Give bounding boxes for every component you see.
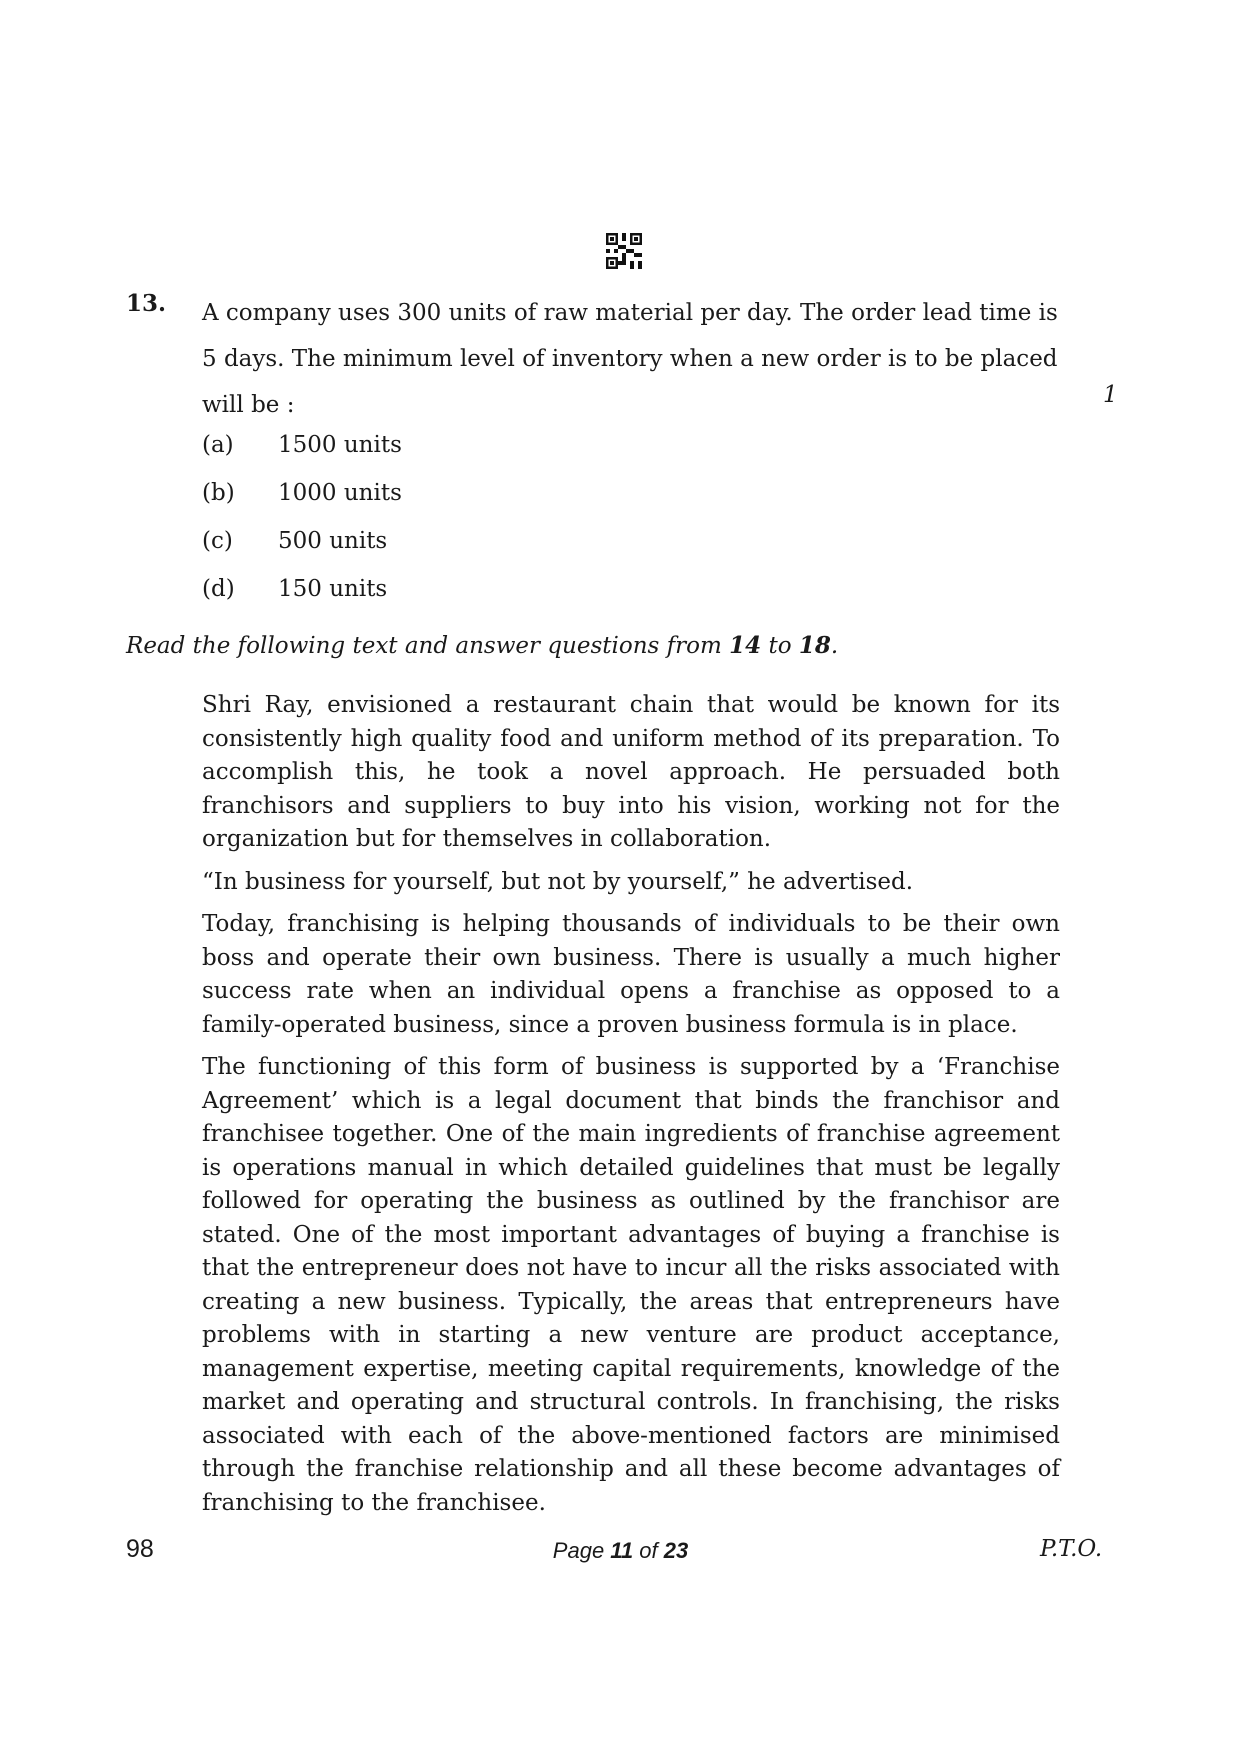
passage-paragraph: The functioning of this form of business is supported by a ‘Franchise Agreement’ which is a legal document that binds the franchisor and franchisee together. One of the main ingredients of franchise agreement is operations manual in which detailed guidelines that must be legally followed for operating the business as outlined by the franchisor are stated. One of the most important advantages of buying a franchise is that the entrepreneur does not have to incur all the risks associated with creating a new business. Typically, the areas that entrepreneurs have problems with in starting a new venture are product acceptance, management expertise, meeting capital requirements, knowledge of the market and operating and structural controls. In franchising, the risks associated with each of the above-mentioned factors are minimised through the franchise relationship and all these become advantages of franchising to the franchisee.	[202, 1054, 1060, 1516]
option-label: (c)	[202, 528, 233, 554]
case-passage	[202, 689, 1060, 1529]
page-of: of	[633, 1538, 664, 1563]
instruction-from-number: 14	[729, 632, 762, 659]
instruction-suffix: .	[830, 633, 839, 659]
option-label: (d)	[202, 576, 235, 602]
please-turn-over: P.T.O.	[1040, 1536, 1103, 1562]
question-marks: 1	[1103, 382, 1118, 408]
option-label: (b)	[202, 480, 235, 506]
instruction-to-number: 18	[798, 632, 831, 659]
page-current: 11	[610, 1538, 634, 1563]
instruction-middle: to	[761, 633, 799, 659]
passage-paragraph: Shri Ray, envisioned a restaurant chain that would be known for its consistently high quality food and uniform method of its preparation. To accomplish this, he took a novel approach. He persuaded both franchisors and suppliers to buy into his vision, working not for the organization but for themselves in collaboration.	[202, 692, 1060, 852]
question-line: will be :	[202, 392, 295, 418]
option-text: 1500 units	[278, 432, 402, 458]
page-total: 23	[663, 1538, 689, 1563]
question-text	[202, 290, 1062, 428]
paper-code: 98	[126, 1535, 154, 1563]
qr-code-icon	[606, 233, 642, 269]
option-text: 150 units	[278, 576, 388, 602]
option-label: (a)	[202, 432, 234, 458]
passage-paragraph: Today, franchising is helping thousands of individuals to be their own boss and operate their own business. There is usually a much higher success rate when an individual opens a franchise as opposed to a family-operated business, since a proven business formula is in place.	[202, 911, 1060, 1038]
instruction-prefix: Read the following text and answer questions from	[126, 633, 730, 659]
question-number: 13.	[126, 290, 167, 317]
page-prefix: Page	[552, 1538, 611, 1563]
question-line: A company uses 300 units of raw material per day. The order lead time is	[202, 300, 1058, 326]
passage-instruction	[126, 632, 838, 659]
option-text: 1000 units	[278, 480, 402, 506]
option-text: 500 units	[278, 528, 388, 554]
passage-paragraph: “In business for yourself, but not by yourself,” he advertised.	[202, 868, 914, 895]
question-line: 5 days. The minimum level of inventory when a new order is to be placed	[202, 346, 1058, 372]
